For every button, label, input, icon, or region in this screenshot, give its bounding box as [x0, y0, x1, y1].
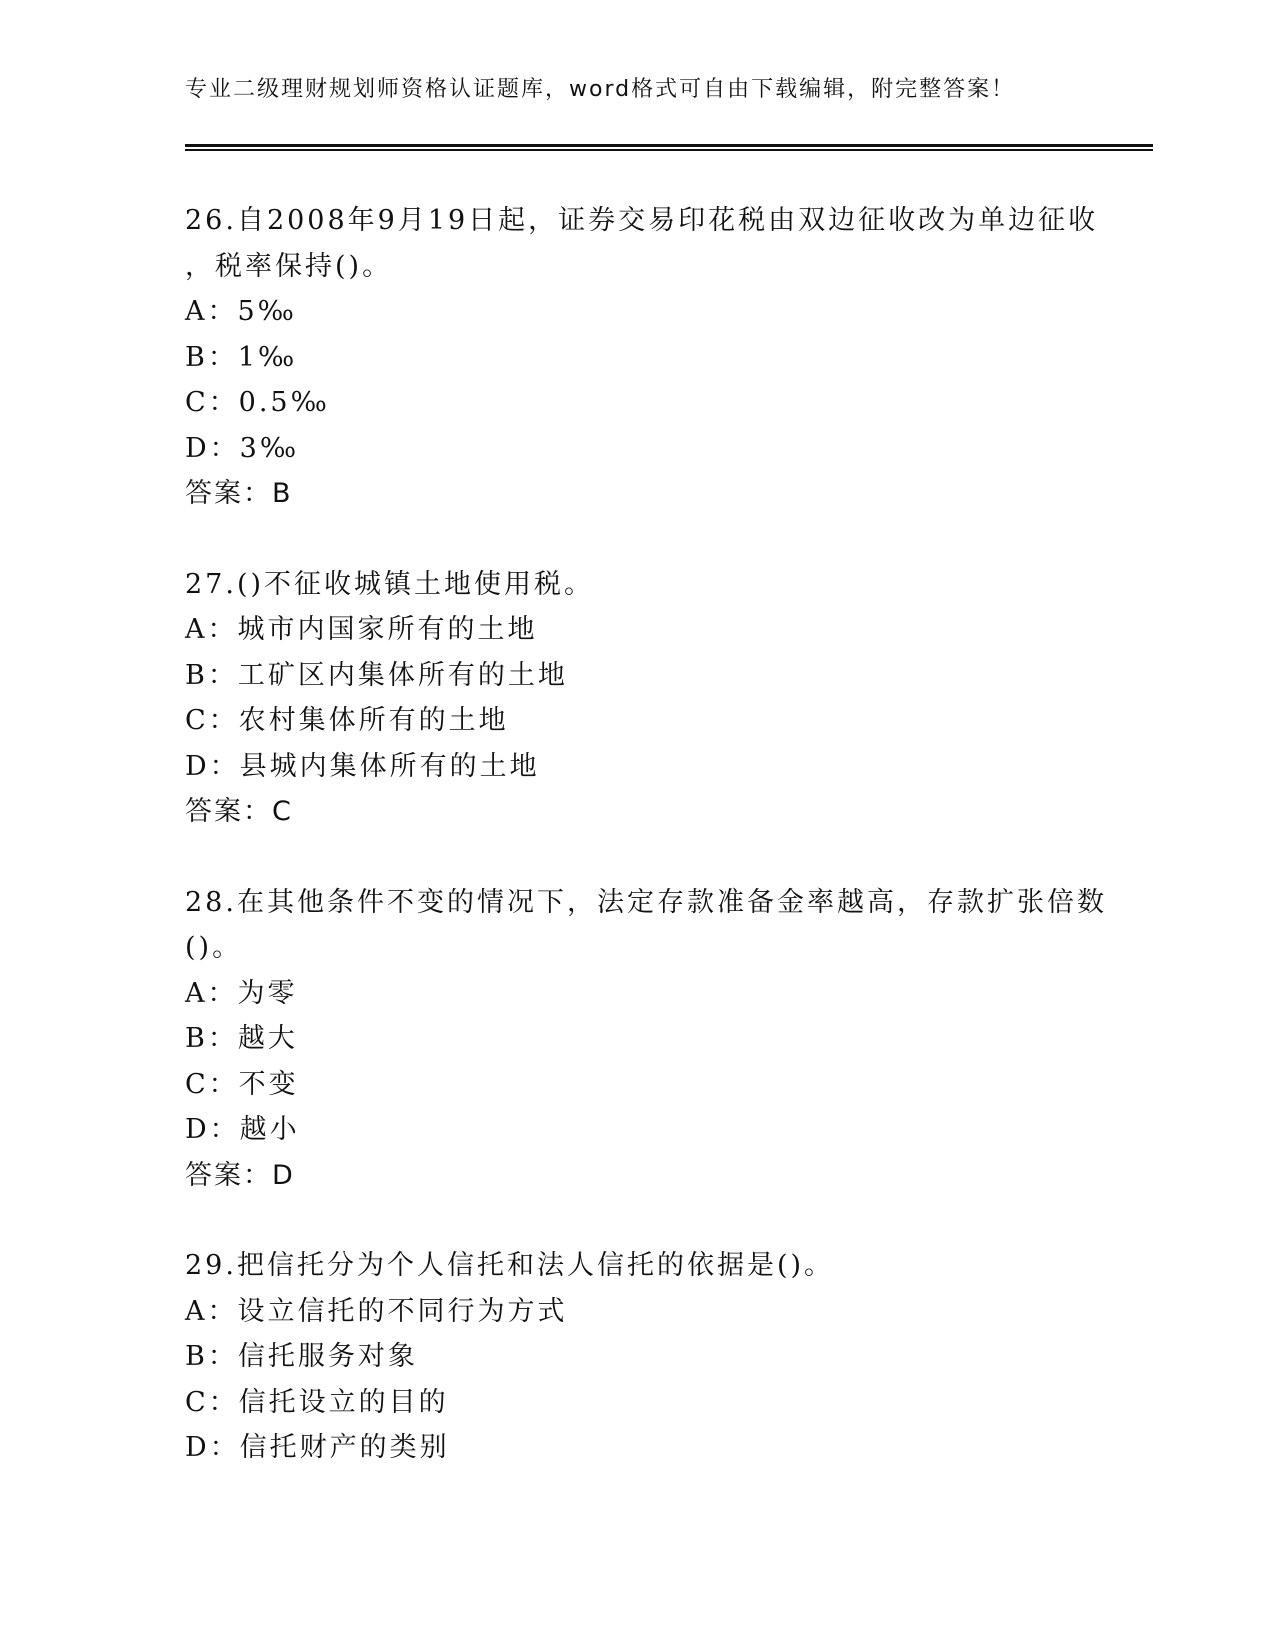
answer: 答案：B: [185, 478, 293, 509]
option-c: C：农村集体所有的土地: [185, 705, 509, 736]
option-a: A：城市内国家所有的土地: [185, 614, 538, 645]
option-b: B：越大: [185, 1023, 298, 1054]
question-28: [185, 880, 1107, 1199]
option-b: B：工矿区内集体所有的土地: [185, 659, 568, 691]
header-divider: [185, 144, 1153, 151]
option-d: D：3‰: [185, 432, 300, 464]
question-26: [185, 198, 1099, 517]
option-a: A：为零: [185, 977, 298, 1009]
option-c: C：不变: [185, 1068, 299, 1100]
question-stem: 26.自2008年9月19日起，证券交易印花税由双边征收改为单边征收: [185, 205, 1099, 236]
answer: 答案：D: [185, 1159, 295, 1191]
page-header: 专业二级理财规划师资格认证题库，word格式可自由下载编辑，附完整答案！: [185, 77, 1016, 102]
question-29: [185, 1243, 1085, 1471]
option-c: C：信托设立的目的: [185, 1386, 449, 1418]
option-a: A：5‰: [185, 296, 297, 327]
question-stem: 29.把信托分为个人信托和法人信托的依据是()。: [185, 1250, 835, 1281]
question-stem: ()。: [185, 932, 243, 963]
question-stem: ，税率保持()。: [185, 250, 393, 282]
question-stem: 27.()不征收城镇土地使用税。: [185, 568, 595, 600]
option-d: D：县城内集体所有的土地: [185, 750, 540, 782]
option-d: D：越小: [185, 1114, 300, 1145]
question-stem: 28.在其他条件不变的情况下，法定存款准备金率越高，存款扩张倍数: [185, 886, 1107, 918]
option-b: B：信托服务对象: [185, 1341, 418, 1372]
option-a: A：设立信托的不同行为方式: [185, 1295, 568, 1327]
option-d: D：信托财产的类别: [185, 1432, 450, 1463]
answer: 答案：C: [185, 796, 293, 827]
option-c: C：0.5‰: [185, 387, 330, 418]
question-list: [185, 198, 1107, 1516]
question-27: [185, 562, 1085, 835]
option-b: B：1‰: [185, 341, 298, 373]
